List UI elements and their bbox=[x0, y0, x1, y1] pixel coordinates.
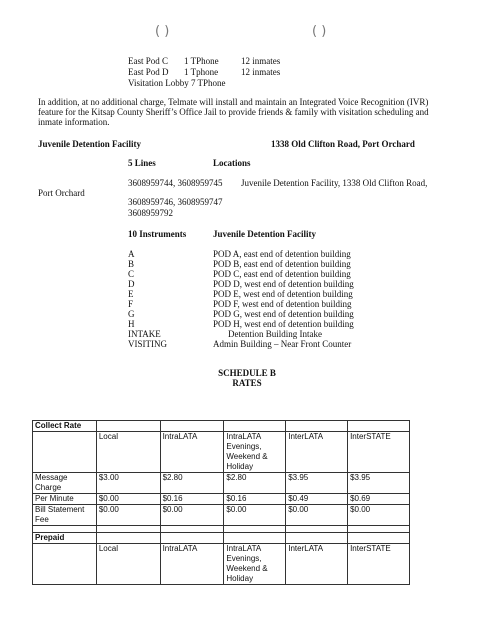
rate-cell: $3.95 bbox=[348, 473, 410, 494]
instrument-id: G bbox=[128, 309, 135, 319]
collect-rate-row bbox=[33, 421, 410, 432]
instrument-id: A bbox=[128, 249, 135, 259]
instrument-id: INTAKE bbox=[128, 329, 161, 339]
scan-mark-left: ( ) bbox=[155, 24, 170, 39]
row-label: Message Charge bbox=[33, 473, 97, 494]
pod-row: East Pod D 1 Tphone 12 inmates bbox=[128, 67, 281, 77]
rate-cell: $0.16 bbox=[160, 494, 224, 505]
instrument-desc: POD B, east end of detention building bbox=[213, 259, 351, 269]
rate-cell: $0.00 bbox=[96, 505, 160, 526]
instrument-id: C bbox=[128, 269, 135, 279]
col-header: InterSTATE bbox=[348, 432, 410, 473]
instrument-desc: POD C, east end of detention building bbox=[213, 269, 351, 279]
rates-table bbox=[32, 420, 410, 585]
spacer-row bbox=[33, 526, 410, 533]
table-row bbox=[33, 494, 410, 505]
schedule-title: SCHEDULE B bbox=[218, 368, 276, 378]
rate-cell: $3.00 bbox=[96, 473, 160, 494]
row-label: Per Minute bbox=[33, 494, 97, 505]
facility-title: Juvenile Detention Facility bbox=[38, 139, 141, 149]
instrument-desc: POD F, west end of detention building bbox=[213, 299, 352, 309]
instrument-id: F bbox=[128, 299, 134, 309]
instrument-id: VISITING bbox=[128, 339, 167, 349]
rate-cell: $0.16 bbox=[224, 494, 286, 505]
rate-cell: $0.00 bbox=[286, 505, 348, 526]
col-header: IntraLATA bbox=[160, 544, 224, 585]
instrument-desc: POD H, west end of detention building bbox=[213, 319, 354, 329]
phone-numbers: 3608959744, 3608959745 bbox=[128, 178, 223, 188]
schedule-subtitle: RATES bbox=[232, 378, 262, 388]
rate-cell: $0.49 bbox=[286, 494, 348, 505]
rate-cell: $0.00 bbox=[224, 505, 286, 526]
table-row bbox=[33, 473, 410, 494]
facility-address: 1338 Old Clifton Road, Port Orchard bbox=[271, 139, 415, 149]
ivr-paragraph-line: In addition, at no additional charge, Telmate will install and maintain an Integrated Voice Recognition (IVR) bbox=[38, 97, 429, 107]
col-header: IntraLATA Evenings, Weekend & Holiday bbox=[224, 544, 286, 585]
col-header: IntraLATA Evenings, Weekend & Holiday bbox=[224, 432, 286, 473]
instruments-location-header: Juvenile Detention Facility bbox=[213, 229, 316, 239]
locations-header: Locations bbox=[213, 158, 251, 168]
instruments-header: 10 Instruments bbox=[128, 229, 187, 239]
rate-cell: $0.69 bbox=[348, 494, 410, 505]
table-row bbox=[33, 505, 410, 526]
rate-cell: $0.00 bbox=[160, 505, 224, 526]
pod-row: East Pod C 1 TPhone 12 inmates bbox=[128, 56, 281, 66]
city-label: Port Orchard bbox=[38, 188, 85, 198]
phone-numbers: 3608959746, 3608959747 bbox=[128, 197, 223, 207]
col-header: IntraLATA bbox=[160, 432, 224, 473]
rate-cell: $0.00 bbox=[348, 505, 410, 526]
instrument-desc: POD E, west end of detention building bbox=[213, 289, 353, 299]
collect-rate-label: Collect Rate bbox=[33, 421, 97, 432]
rate-cell: $2.80 bbox=[160, 473, 224, 494]
instrument-desc: POD D, west end of detention building bbox=[213, 279, 354, 289]
col-header: InterLATA bbox=[286, 432, 348, 473]
location-text: Juvenile Detention Facility, 1338 Old Clifton Road, bbox=[241, 178, 428, 188]
instrument-id: B bbox=[128, 259, 135, 269]
instrument-id: D bbox=[128, 279, 135, 289]
lines-header: 5 Lines bbox=[128, 158, 156, 168]
pod-row: Visitation Lobby 7 TPhone bbox=[128, 78, 226, 88]
scan-mark-right: ( ) bbox=[312, 24, 327, 39]
rate-cell: $0.00 bbox=[96, 494, 160, 505]
instrument-id: E bbox=[128, 289, 134, 299]
row-label: Bill Statement Fee bbox=[33, 505, 97, 526]
instrument-desc: POD A, east end of detention building bbox=[213, 249, 351, 259]
col-header: Local bbox=[96, 544, 160, 585]
rates-header-row bbox=[33, 544, 410, 585]
prepaid-row bbox=[33, 533, 410, 544]
ivr-paragraph-line: feature for the Kitsap County Sheriff’s Office Jail to provide friends & family with visitation scheduling and bbox=[38, 107, 429, 117]
instrument-desc: Admin Building – Near Front Counter bbox=[213, 339, 352, 349]
col-header: InterSTATE bbox=[348, 544, 410, 585]
instrument-desc: POD G, west end of detention building bbox=[213, 309, 354, 319]
phone-numbers: 3608959792 bbox=[128, 208, 173, 218]
rates-header-row bbox=[33, 432, 410, 473]
ivr-paragraph-line: inmate information. bbox=[38, 117, 110, 127]
prepaid-label: Prepaid bbox=[33, 533, 97, 544]
col-header: InterLATA bbox=[286, 544, 348, 585]
instrument-id: H bbox=[128, 319, 135, 329]
rate-cell: $3.95 bbox=[286, 473, 348, 494]
rate-cell: $2.80 bbox=[224, 473, 286, 494]
col-header: Local bbox=[96, 432, 160, 473]
instrument-desc: Detention Building Intake bbox=[228, 329, 322, 339]
